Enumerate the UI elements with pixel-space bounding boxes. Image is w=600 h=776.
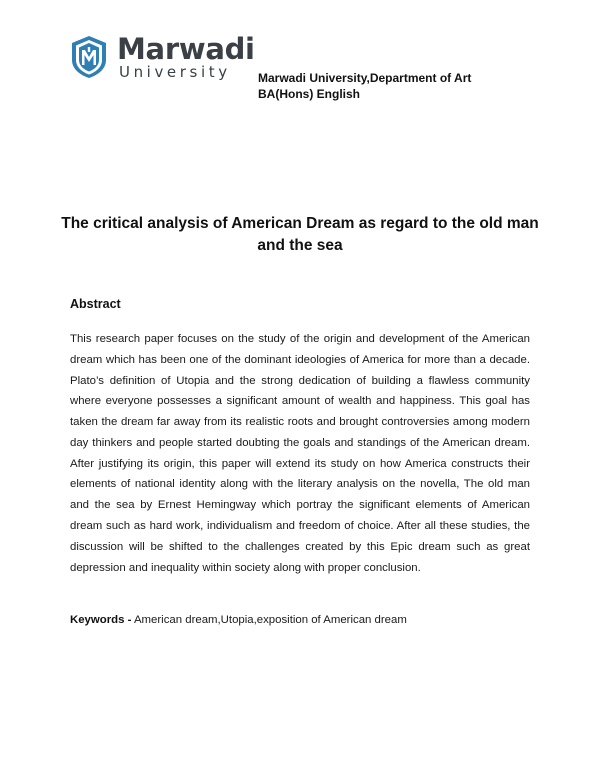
logo-wordmark: Marwadi — [117, 32, 255, 66]
keywords-line — [70, 612, 530, 628]
shield-logo-icon — [70, 35, 108, 79]
keywords-text: American dream,Utopia,exposition of American dream — [133, 614, 407, 626]
abstract-body: This research paper focuses on the study of the origin and development of the American dream which has been one of the dominant ideologies of America for more than a decade. Plato’s definition of Utopia and the strong dedication of building a flawless community where everyone possesses a significant amount of wealth and happiness. This goal has taken the dream far away from its realistic roots and brought controversies among modern day thinkers and people started doubting the goals and standings of the American dream. After justifying its origin, this paper will extend its study on how America constructs their elements of national identity along with the literary analysis on the novella, The old man and the sea by Ernest Hemingway which portray the significant elements of American dream such as hard work, individualism and freedom of choice. After all these studies, the discussion will be shifted to the challenges created by this Epic dream such as great depression and inequality within society along with proper conclusion. — [70, 333, 530, 574]
keywords-label: Keywords - — [70, 614, 132, 626]
paper-title: The critical analysis of American Dream as regard to the old man and the sea — [61, 215, 539, 254]
university-logo — [70, 32, 255, 83]
header-department: Marwadi University,Department of Art — [258, 71, 472, 85]
logo-subtitle: University — [119, 63, 231, 81]
header-program: BA(Hons) English — [258, 87, 360, 101]
abstract-heading: Abstract — [70, 297, 121, 311]
